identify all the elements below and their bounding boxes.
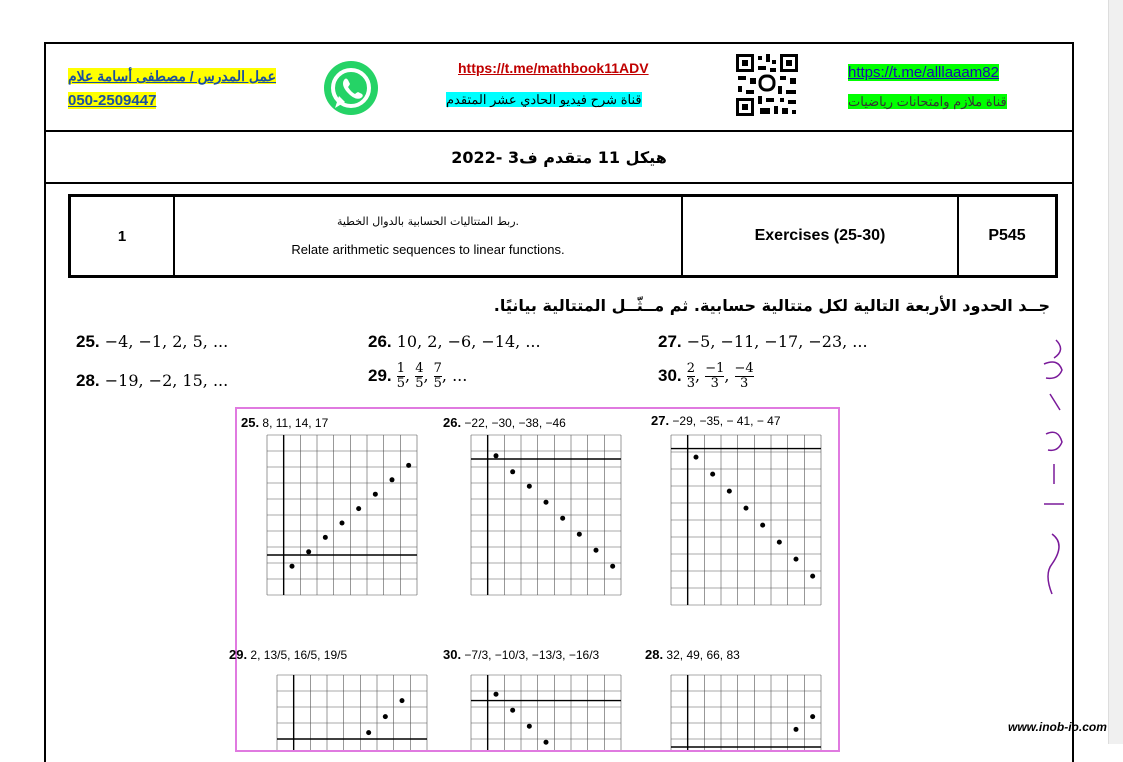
answer-25-label: 25. 8, 11, 14, 17 — [241, 415, 329, 430]
problem-28: 28. −19, −2, 15, ... — [76, 371, 229, 390]
data-point — [594, 548, 599, 553]
graph — [671, 675, 821, 750]
data-point — [560, 516, 565, 521]
data-point — [390, 477, 395, 482]
link-video-channel[interactable]: https://t.me/mathbook11ADV — [458, 60, 649, 76]
resources-channel-caption: قناة ملازم وامتحانات رياضيات — [848, 94, 1007, 109]
handwritten-note — [1036, 334, 1076, 614]
answer-graphs — [237, 409, 838, 750]
data-point — [760, 523, 765, 528]
problem-25: 25. −4, −1, 2, 5, ... — [76, 332, 229, 351]
data-point — [777, 540, 782, 545]
data-point — [323, 535, 328, 540]
fraction: $\frac{2}{3}$ — [686, 361, 696, 391]
data-point — [794, 557, 799, 562]
scrollbar[interactable] — [1108, 0, 1123, 744]
graph — [471, 435, 621, 595]
problem-26: 26. 10, 2, −6, −14, ... — [368, 332, 541, 351]
answer-30-label: 30. −7/3, −10/3, −13/3, −16/3 — [443, 647, 600, 662]
data-point — [710, 472, 715, 477]
answer-27-label: 27. −29, −35, − 41, − 47 — [651, 413, 781, 428]
worksheet-page — [44, 42, 1074, 762]
objective-arabic: .ربط المتتاليات الحسابية بالدوال الخطية — [336, 215, 520, 228]
objective-number: 1 — [70, 196, 175, 277]
data-point — [510, 708, 515, 713]
data-point — [794, 727, 799, 732]
fraction: $\frac{-1}{3}$ — [705, 361, 725, 391]
data-point — [373, 492, 378, 497]
svg-text:9 − (−5, 21): 9 − (−5, 21) — [1036, 334, 1043, 335]
data-point — [406, 463, 411, 468]
divider — [46, 130, 1072, 132]
whatsapp-icon[interactable] — [321, 58, 381, 118]
graph — [671, 435, 821, 605]
teacher-line: عمل المدرس / مصطفى أسامة علام — [68, 68, 276, 84]
objective-english: Relate arithmetic sequences to linear functions. — [291, 242, 565, 257]
fraction: $\frac{-4}{3}$ — [734, 361, 754, 391]
divider — [46, 182, 1072, 184]
data-point — [610, 564, 615, 569]
data-point — [340, 521, 345, 526]
fraction: $\frac{4}{5}$ — [415, 361, 424, 391]
data-point — [383, 714, 388, 719]
answer-29-label: 29. 2, 13/5, 16/5, 19/5 — [229, 647, 348, 662]
watermark: www.inob-io.com — [1008, 720, 1107, 734]
data-point — [527, 484, 532, 489]
objective-exercises: Exercises (25-30) — [682, 196, 958, 277]
data-point — [356, 506, 361, 511]
data-point — [810, 714, 815, 719]
fraction: $\frac{1}{5}$ — [396, 361, 406, 391]
problem-27: 27. −5, −11, −17, −23, ... — [658, 332, 868, 351]
objective-page: P545 — [958, 196, 1057, 277]
graph — [277, 675, 427, 750]
answer-graphs-panel — [229, 407, 840, 752]
objective-description — [174, 196, 682, 277]
answer-28-label: 28. 32, 49, 66, 83 — [645, 647, 740, 662]
data-point — [290, 564, 295, 569]
data-point — [694, 455, 699, 460]
answer-26-label: 26. −22, −30, −38, −46 — [443, 415, 566, 430]
data-point — [494, 692, 499, 697]
link-resources-channel[interactable]: https://t.me/alllaaam82 — [848, 64, 999, 81]
data-point — [306, 549, 311, 554]
data-point — [527, 724, 532, 729]
data-point — [366, 730, 371, 735]
page-title: هيكل 11 متقدم ف3 -2022 — [451, 148, 667, 167]
data-point — [577, 532, 582, 537]
qr-code-icon[interactable] — [734, 52, 800, 118]
data-point — [727, 489, 732, 494]
graph — [471, 675, 621, 750]
data-point — [810, 574, 815, 579]
data-point — [744, 506, 749, 511]
video-channel-caption: قناة شرح فيديو الحادي عشر المتقدم — [446, 92, 642, 107]
phone-number: 050-2509447 — [68, 92, 157, 109]
data-point — [544, 500, 549, 505]
problem-30: 30. $\frac{2}{3}$ , $\frac{-1}{3}$ , $\frac{-4}{3}$ — [658, 361, 754, 391]
data-point — [494, 453, 499, 458]
data-point — [510, 469, 515, 474]
data-point — [400, 698, 405, 703]
fraction: $\frac{7}{5}$ — [433, 361, 442, 391]
problem-29: 29. $\frac{1}{5}$ , $\frac{4}{5}$ , $\frac{7}{5}$ , ... — [368, 361, 468, 391]
objective-table — [68, 194, 1058, 278]
graph — [267, 435, 417, 595]
instruction-text: جــد الحدود الأربعة التالية لكل متتالية حسابية. ثم مــثّــل المتتالية بيانيًا. — [493, 296, 1050, 315]
